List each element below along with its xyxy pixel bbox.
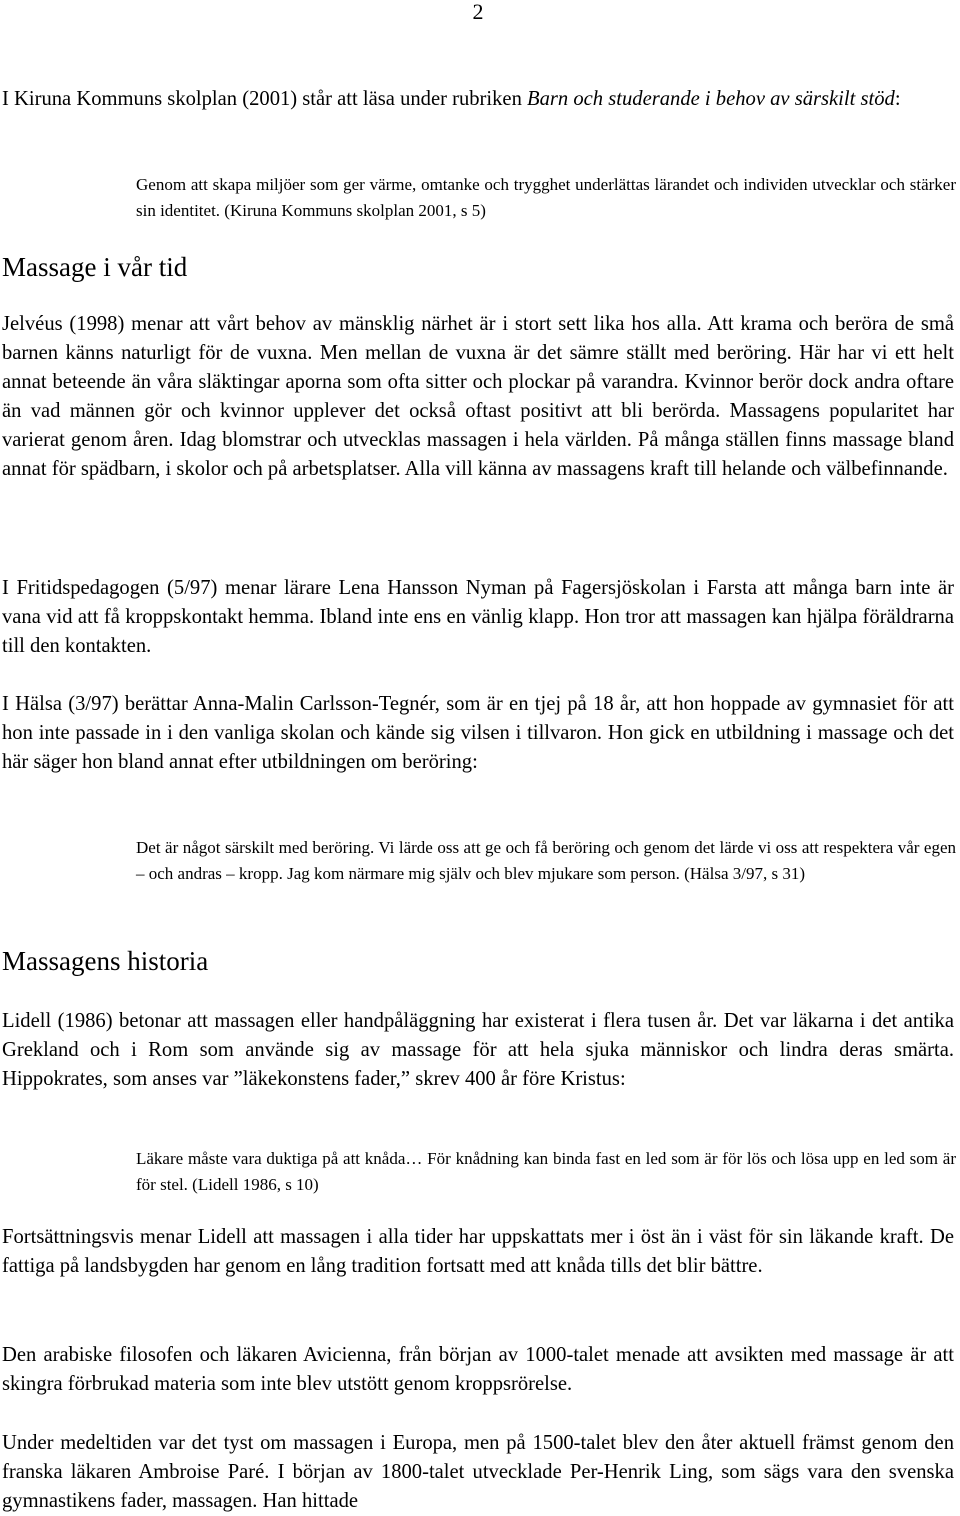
paragraph-lidell: Lidell (1986) betonar att massagen eller handpåläggning har existerat i flera tusen år. Det var läkarna i det antika Grekland och i Rom som använde sig av massage för att hela sjuka människor och lindra deras smärta. Hippokrates, som anses var ”läkekonstens fader,” skrev 400 år före Kristus: bbox=[2, 1010, 954, 1090]
quote-skolplan: Genom att skapa miljöer som ger värme, omtanke och trygghet underlättas lärandet och individen utvecklar och stärker sin identitet. (Kiruna Kommuns skolplan 2001, s 5) bbox=[136, 175, 956, 220]
heading-massagens-historia: Massagens historia bbox=[2, 946, 209, 976]
paragraph-halsa: I Hälsa (3/97) berättar Anna-Malin Carlsson-Tegnér, som är en tjej på 18 år, att hon hoppade av gymnasiet för att hon inte passade in i den vanliga skolan och kände sig vilsen i tillvaron. Hon gick en utbildning i massage och det här säger hon bland annat efter utbildningen om beröring: bbox=[2, 693, 954, 773]
heading-massage-i-var-tid: Massage i vår tid bbox=[2, 252, 188, 282]
paragraph-fortsattningsvis: Fortsättningsvis menar Lidell att massagen i alla tider har uppskattats mer i öst än i väst för sin läkande kraft. De fattiga på landsbygden har genom en lång tradition fortsatt med att knåda tills det blir bättre. bbox=[2, 1226, 954, 1277]
intro-text: I Kiruna Kommuns skolplan (2001) står att läsa under rubriken bbox=[2, 88, 528, 110]
quote-halsa: Det är något särskilt med beröring. Vi lärde oss att ge och få beröring och genom det lärde vi oss att respektera vår egen – och andras – kropp. Jag kom närmare mig själv och blev mjukare som person. (Hälsa 3/97, s 31) bbox=[136, 838, 956, 883]
paragraph-fritidspedagogen: I Fritidspedagogen (5/97) menar lärare Lena Hansson Nyman på Fagersjöskolan i Farsta att många barn inte är vana vid att få kroppskontakt hemma. Ibland inte ens en vänlig klapp. Hon tror att massagen kan hjälpa föräldrarna till den kontakten. bbox=[2, 577, 954, 657]
intro-suffix: : bbox=[894, 88, 901, 110]
page-number: 2 bbox=[472, 0, 484, 24]
paragraph-medeltiden: Under medeltiden var det tyst om massagen i Europa, men på 1500-talet blev den åter aktuell främst genom den franska läkaren Ambroise Paré. I början av 1800-talet utvecklade Per-Henrik Ling, som sägs vara den svenska gymnastikens fader, massagen. Han hittade bbox=[2, 1432, 954, 1512]
paragraph-jelveus: Jelvéus (1998) menar att vårt behov av mänsklig närhet är i stort sett lika hos alla. Att krama och beröra de små barnen känns naturligt för de vuxna. Men mellan de vuxna är det sämre ställt med beröring. Här har vi ett helt annat beteende än våra släktingar aporna som ofta sitter och plockar på varandra. Kvinnor berör dock andra oftare än vad männen gör och kvinnor upplever det också oftast positivt att bli berörda. Massagens popularitet har varierat genom åren. Idag blomstrar och utvecklas massagen i hela världen. På många ställen finns massage bland annat för spädbarn, i skolor och på arbetsplatser. Alla vill känna av massagens kraft till helande och välbefinnande. bbox=[2, 313, 954, 480]
paragraph-avicienna: Den arabiske filosofen och läkaren Avicienna, från början av 1000-talet menade att avsikten med massage är att skingra förbrukad materia som inte blev utstött genom kroppsrörelse. bbox=[2, 1344, 954, 1395]
intro-paragraph bbox=[2, 85, 954, 114]
intro-emphasis: Barn och studerande i behov av särskilt stöd bbox=[527, 88, 895, 110]
quote-lidell: Läkare måste vara duktiga på att knåda… För knådning kan binda fast en led som är för lös och lösa upp en led som är för stel. (Lidell 1986, s 10) bbox=[136, 1149, 956, 1194]
